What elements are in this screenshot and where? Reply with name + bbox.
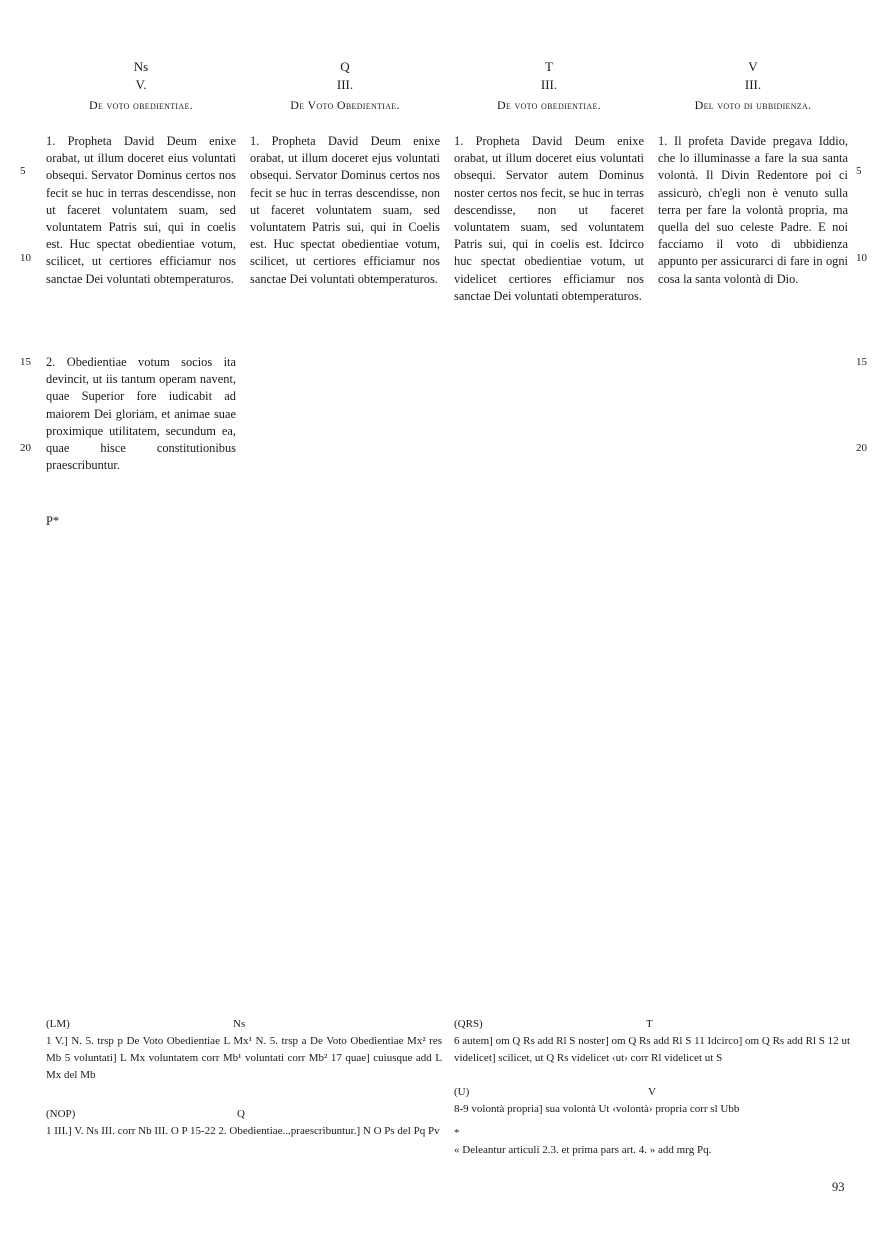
article-2: 2. Obedientiae votum socios ita devincit, ut iis tantum operam navent, quae Superior fore iudicabit ad maiorem Dei gloriam, et animae suae proximique utilitatem, secundum ea, quae hisce constitutionibus praescribuntur. <box>46 355 236 473</box>
apparatus-siglum: V <box>648 1086 656 1098</box>
apparatus-notes: « Deleantur articuli 2.3. et prima pars art. 4. » add mrg Pq. <box>454 1144 712 1156</box>
column-ns <box>46 58 236 528</box>
apparatus-notes: 6 autem] om Q Rs add Rl S noster] om Q Rs add Rl S 11 Idcirco] om Q Rs add Rl S 12 ut videlicet] scilicet, ut Q Rs videlicet ‹ut› corr Rl videlicet ut S <box>454 1035 850 1064</box>
line-number: 15 <box>20 356 31 368</box>
chapter-title: De voto obedientiae. <box>497 98 601 112</box>
line-number: 5 <box>20 165 26 177</box>
article-1: 1. Propheta David Deum enixe orabat, ut illum doceret eius voluntati obsequi. Servator Dominus certos nos fecit se huc in terras descendisse, non ut faceret voluntatem suam, sed voluntatem Patris sui, qui in coelis est. Huc spectat obedientiae votum, scilicet, ut certiores efficiamur nos sanctae Dei voluntati obtemperaturos. <box>46 134 236 286</box>
chapter-number: III. <box>336 77 354 92</box>
apparatus-siglum: Q <box>237 1108 245 1120</box>
apparatus-siglum: Ns <box>233 1018 246 1030</box>
chapter-title: Del voto di ubbidienza. <box>694 98 812 112</box>
column-t <box>454 58 644 303</box>
line-number: 10 <box>856 252 867 264</box>
line-number: 5 <box>856 165 862 177</box>
apparatus-notes: 1 V.] N. 5. trsp p De Voto Obedientiae L Mx¹ N. 5. trsp a De Voto Obedientiae Mx² res Mb 5 voluntati] L Mx voluntatem corr Mb¹ voluntati corr Mb² 17 quae] cuiusque add L Mx del Mb <box>46 1035 442 1081</box>
apparatus-siglum: T <box>646 1018 653 1030</box>
line-number: 20 <box>856 442 867 454</box>
line-number: 20 <box>20 442 31 454</box>
article-1: 1. Propheta David Deum enixe orabat, ut illum doceret ejus voluntati obsequi. Servator Dominus certos nos fecit se huc in terras descendisse, non ut faceret voluntatem suam, sed voluntatem Patris sui, qui in Coelis est. Huc spectat obedientiae votum, scilicet, ut certiores efficiamur nos sanctae Dei voluntati obtemperaturos. <box>250 134 440 286</box>
column-heading <box>250 58 440 113</box>
apparatus-notes: 8-9 volontà propria] sua volontà Ut ‹volontà› propria corr sl Ubb <box>454 1103 740 1115</box>
apparatus-header <box>46 1016 442 1033</box>
column-heading <box>454 58 644 113</box>
chapter-number: III. <box>540 77 558 92</box>
apparatus-header <box>454 1084 850 1101</box>
column-heading <box>46 58 236 113</box>
apparatus-ns <box>46 1016 442 1084</box>
line-number: 15 <box>856 356 867 368</box>
column-siglum: Ns <box>133 59 149 74</box>
manuscript-group: (QRS) <box>454 1018 483 1030</box>
chapter-title: De Voto Obedientiae. <box>290 98 400 112</box>
manuscript-group: (NOP) <box>46 1108 76 1120</box>
manuscript-group: * <box>454 1127 460 1139</box>
apparatus-header <box>46 1106 442 1123</box>
manuscript-group: (LM) <box>46 1018 70 1030</box>
chapter-number: III. <box>744 77 762 92</box>
chapter-number: V. <box>135 77 147 92</box>
apparatus-t <box>454 1016 850 1067</box>
article-1: 1. Il profeta Davide pregava Iddio, che lo illuminasse a fare la sua santa volontà. Il Divin Redentore poi ci assicurò, ch'egli non è venuto sulla terra per fare la volontà propria, ma quella del suo celeste Padre. E noi facciamo il voto di ubbidienza appunto per assicurarci di fare in ogni cosa la santa volontà di Dio. <box>658 134 848 286</box>
page-number: 93 <box>832 1180 845 1194</box>
apparatus-star <box>454 1125 850 1159</box>
manuscript-group: (U) <box>454 1086 470 1098</box>
column-siglum: T <box>545 59 553 74</box>
article-1: 1. Propheta David Deum enixe orabat, ut illum doceret eius voluntati obsequi. Servator autem Dominus noster certos nos fecit, se huc in terras descendisse, non ut faceret voluntatem suam, sed voluntatem Patris sui, qui in coelis est. Idcirco huc spectat obedientiae votum, ut videlicet certiores efficiamur nos sanctae Dei voluntati obtemperaturos. <box>454 134 644 303</box>
line-number: 10 <box>20 252 31 264</box>
apparatus-header <box>454 1016 850 1033</box>
edition-mark: P* <box>46 514 60 528</box>
column-v <box>658 58 848 286</box>
apparatus-v <box>454 1084 850 1118</box>
column-heading <box>658 58 848 113</box>
column-siglum: Q <box>340 59 350 74</box>
column-siglum: V <box>748 59 758 74</box>
column-q <box>250 58 440 286</box>
apparatus-notes: 1 III.] V. Ns III. corr Nb III. O P 15-22 2. Obedientiae...praescribuntur.] N O Ps del Pq Pv <box>46 1125 440 1137</box>
chapter-title: De voto obedientiae. <box>89 98 193 112</box>
apparatus-q <box>46 1106 442 1140</box>
apparatus-header <box>454 1125 850 1142</box>
